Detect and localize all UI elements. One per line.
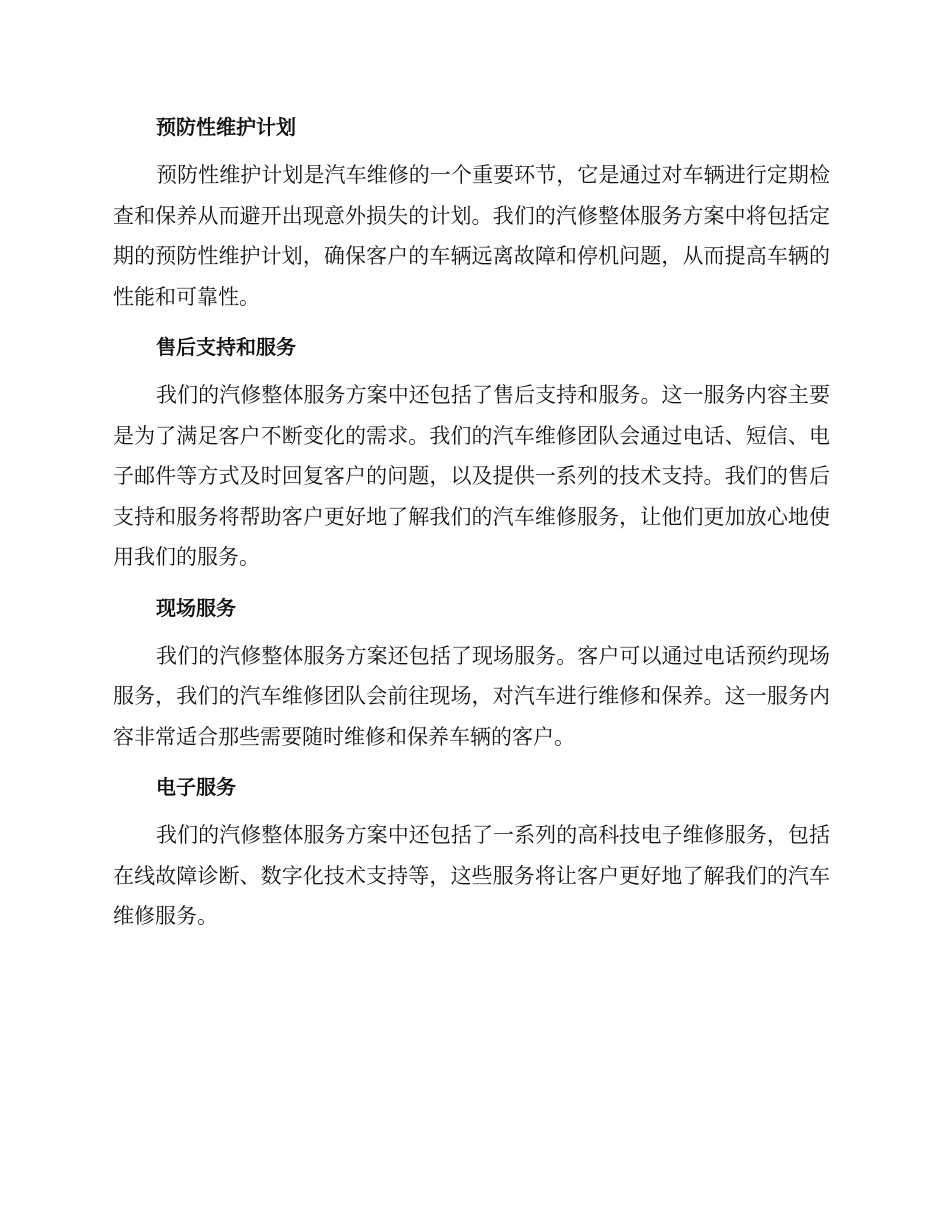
section-heading: 电子服务 — [156, 775, 236, 799]
section-body: 我们的汽修整体服务方案中还包括了售后支持和服务。这一服务内容主要是为了满足客户不断变化的需求。我们的汽车维修团队会通过电话、短信、电子邮件等方式及时回复客户的问题，以及提供一系列的技术支持。我们的售后支持和服务将帮助客户更好地了解我们的汽车维修服务，让他们更加放心地使用我们的服务。 — [113, 383, 830, 569]
section-body: 预防性维护计划是汽车维修的一个重要环节，它是通过对车辆进行定期检查和保养从而避开出现意外损失的计划。我们的汽修整体服务方案中将包括定期的预防性维护计划，确保客户的车辆远离故障和停机问题，从而提高车辆的性能和可靠性。 — [113, 163, 830, 309]
section-body: 我们的汽修整体服务方案中还包括了一系列的高科技电子维修服务，包括在线故障诊断、数字化技术支持等，这些服务将让客户更好地了解我们的汽车维修服务。 — [113, 823, 830, 928]
document-page — [113, 109, 830, 937]
section-body: 我们的汽修整体服务方案还包括了现场服务。客户可以通过电话预约现场服务，我们的汽车维修团队会前往现场，对汽车进行维修和保养。这一服务内容非常适合那些需要随时维修和保养车辆的客户。 — [113, 643, 830, 749]
section-heading: 售后支持和服务 — [156, 335, 296, 359]
section-heading: 预防性维护计划 — [156, 115, 296, 139]
section-preventive-maintenance — [113, 109, 830, 329]
section-electronic-service — [113, 769, 830, 937]
section-after-sales-support — [113, 329, 830, 590]
section-heading: 现场服务 — [156, 595, 236, 620]
section-onsite-service — [113, 590, 830, 770]
